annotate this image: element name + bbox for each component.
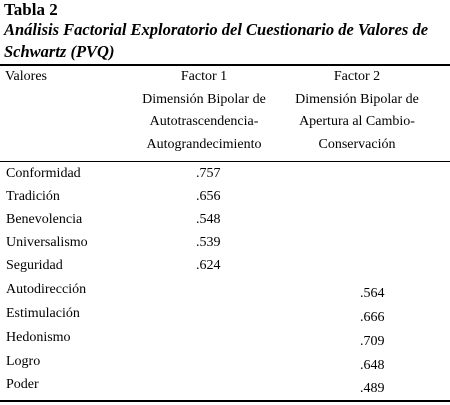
header-factor-2-line: Dimensión Bipolar de — [295, 91, 419, 107]
header-factor-1-line: Autotrascendencia- — [149, 114, 259, 129]
header-factor-1-line: Autograndecimiento — [146, 136, 262, 152]
table-row — [0, 254, 450, 277]
table-row — [0, 373, 450, 396]
table-row — [0, 326, 450, 349]
bottom-rule — [0, 400, 450, 402]
row-label: Conformidad — [6, 166, 81, 181]
header-factor-2-line: Apertura al Cambio- — [299, 114, 415, 129]
row-label: Benevolencia — [6, 212, 83, 227]
table-row — [0, 278, 450, 301]
factor-1-value: .539 — [196, 235, 221, 250]
row-label: Logro — [6, 354, 41, 369]
header-factor-2-line: Conservación — [318, 136, 396, 152]
factor-1-value: .624 — [196, 258, 221, 273]
row-label: Poder — [6, 377, 39, 392]
header-factor-2 — [272, 66, 442, 156]
table-row — [0, 185, 450, 208]
table-title: Análisis Factorial Exploratorio del Cuestionario de Valores de Schwartz (PVQ) — [4, 20, 429, 61]
table-row — [0, 350, 450, 373]
factor-2-value: .666 — [360, 310, 385, 325]
factor-2-value: .564 — [360, 286, 385, 301]
table-row — [0, 208, 450, 231]
table-number: Tabla 2 — [4, 0, 58, 19]
row-label: Tradición — [6, 189, 60, 204]
row-label: Universalismo — [6, 235, 88, 250]
header-factor-1-line: Dimensión Bipolar de — [142, 91, 266, 107]
factor-1-value: .656 — [196, 189, 221, 204]
row-label: Estimulación — [6, 306, 80, 321]
table-row — [0, 302, 450, 325]
header-factor-1-line: Factor 1 — [180, 69, 228, 84]
header-valores: Valores — [5, 69, 47, 84]
table-row — [0, 162, 450, 185]
factor-2-value: .648 — [360, 358, 385, 373]
factor-1-value: .757 — [196, 166, 221, 181]
header-factor-2-line: Factor 2 — [333, 69, 381, 84]
row-label: Seguridad — [6, 258, 63, 273]
row-label: Autodirección — [6, 282, 87, 297]
factor-2-value: .709 — [360, 334, 385, 349]
row-label: Hedonismo — [6, 330, 71, 345]
factor-1-value: .548 — [196, 212, 221, 227]
table-row — [0, 231, 450, 254]
factor-2-value: .489 — [360, 381, 385, 396]
